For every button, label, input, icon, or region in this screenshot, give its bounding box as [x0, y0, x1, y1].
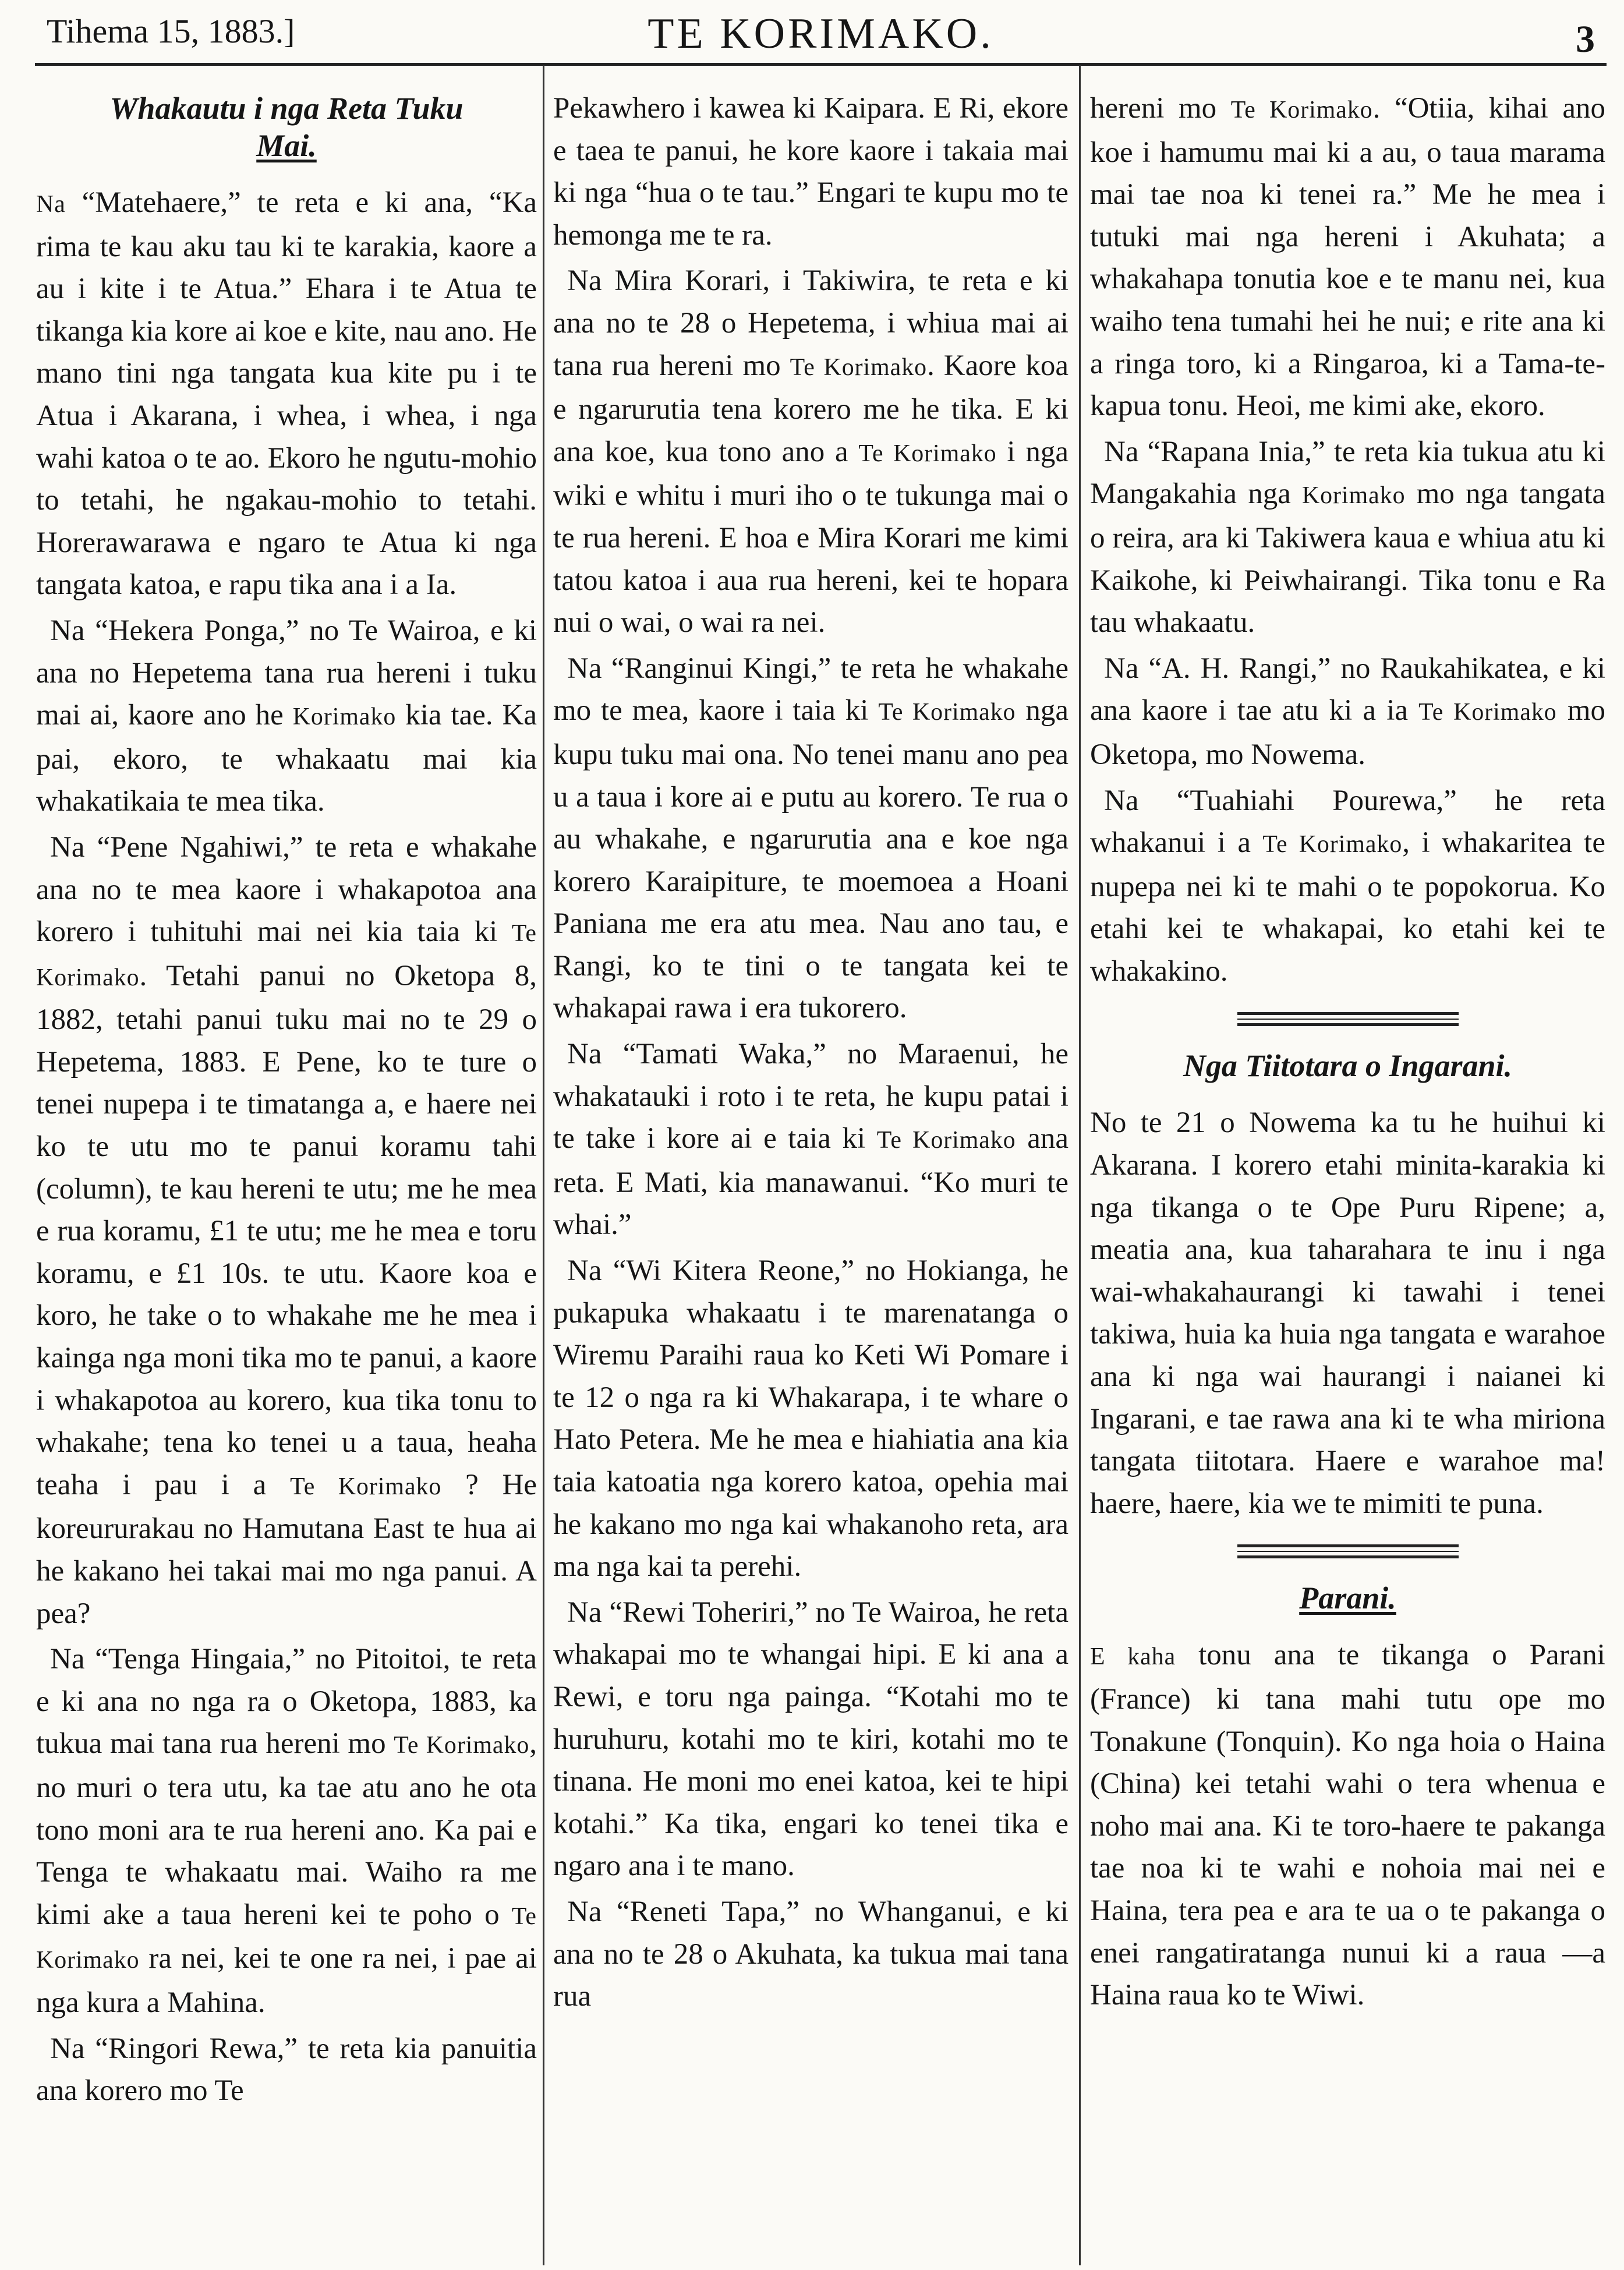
heading-line: Nga Tiitotara o Ingarani.	[1183, 1048, 1513, 1084]
paragraph-text: Na “Reneti Tapa,” no Whanganui, e ki ana no te 28 o Akuhata, ka tukua mai tana rua	[553, 1895, 1068, 2013]
heading-line: Whakautu i nga Reta Tuku	[109, 91, 464, 126]
masthead	[35, 7, 1607, 66]
paragraph-text: hereni mo	[1090, 92, 1217, 125]
article-paragraph	[553, 260, 1068, 643]
paragraph-text: , no muri o tera utu, ka tae atu ano he ota tono moni ara te rua hereni ano. Ka pai e Tenga te whakaatu mai. Waiho ra me kimi ake a taua hereni kei te poho o	[36, 1727, 537, 1931]
paragraph-text: Na “Rapana Inia,” te reta kia tukua atu ki Mangakahia nga	[1090, 435, 1605, 511]
article-paragraph	[553, 648, 1068, 1030]
column-1	[36, 87, 537, 2265]
korimako-name: Te Korimako	[394, 1732, 530, 1759]
paragraph-text: Na “Pene Ngahiwi,” te reta e whakahe ana no te mea kaore i whakapotoa ana korero i tuhituhi mai nei kia taia ki	[36, 830, 537, 949]
korimako-name: Te Korimako	[858, 440, 997, 467]
article-paragraph	[36, 2028, 537, 2112]
paragraph-text: nga kupu tuku mai ona. No tenei manu ano pea u a taua i kore ai e putu au korero. Te rua o au whakahe, e ngarurutia ana e koe nga korero Karaipiture, te moemoea a Hoani Paniana me era atu mea. Nau ano tau, e Rangi, ko te tini o te tangata kei te whakapai rawa i era tukorero.	[553, 694, 1068, 1025]
paragraph-text: ra nei, kei te one ra nei, i pae ai nga kura a Mahina.	[36, 1942, 537, 2019]
korimako-name: Te Korimako	[1262, 831, 1403, 858]
article-paragraph	[1090, 780, 1605, 993]
newspaper-title: TE KORIMAKO.	[648, 10, 994, 58]
paragraph-text: kia tae. Ka pai, ekoro, te whakaatu mai kia whakatikaia te mea tika.	[36, 699, 537, 818]
korimako-name: Te Korimako	[790, 353, 928, 381]
article-paragraph	[553, 87, 1068, 256]
section-heading-replies	[36, 90, 537, 164]
paragraph-text: . Tetahi panui no Oketopa 8, 1882, tetahi panui tuku mai no te 29 o Hepetema, 1883. E Pene, ko te ture o tenei nupepa i te timatanga a, e haere nei ko te utu mo te panui koramu tahi (column), te kau hereni te utu; me he mea e rua koramu, £1 te utu; me he mea e toru koramu, e £1 10s. te utu. Kaore koa e koro, he take o to whakahe me he mea i kainga nga moni tika mo te panui, a kaore i whakapotoa au korero, kua tika tonu to whakahe; tena ko tenei u a taua, heaha teaha i pau i a	[36, 959, 537, 1501]
paragraph-text: Na “Ringori Rewa,” te reta kia panuitia ana korero mo Te	[36, 2032, 537, 2108]
column-divider	[1079, 65, 1081, 2265]
article-paragraph	[1090, 1634, 1605, 2016]
heading-line: Mai.	[256, 128, 317, 163]
article-paragraph	[1090, 431, 1605, 644]
paragraph-text: ? He koreururakau no Hamutana East te hua ai he kakano hei takai mai mo nga panui. A pea?	[36, 1468, 537, 1630]
paragraph-text: tonu ana te tikanga o Parani (France) ki tana mahi tutu ope mo Tonakune (Tonquin). Ko nga hoia o Haina (China) kei tetahi wahi o tera whenua e noho mai ana. Ki te toro-haere te pakanga tae noa ki te wahi e nohoia mai nei e Haina, tera pea e ara te ua o te pakanga o enei rangatiratanga nunui ki a raua —a Haina raua ko te Wiwi.	[1090, 1639, 1605, 2012]
dropcap-word: E kaha	[1090, 1643, 1176, 1671]
korimako-name: Te Korimako	[878, 699, 1016, 726]
article-paragraph	[1090, 1102, 1605, 1525]
paragraph-text: . Kaore koa e ngarurutia tena korero me he tika. E ki ana koe, kua tono ano a	[553, 349, 1068, 468]
section-heading-temperance	[1090, 1047, 1605, 1084]
column-2	[553, 87, 1068, 2265]
korimako-name: Te Korimako	[1230, 97, 1373, 123]
korimako-name: Te Korimako	[1418, 699, 1557, 726]
paragraph-text: Na “A. H. Rangi,” no Raukahikatea, e ki ana kaore i tae atu ki a ia	[1090, 652, 1605, 727]
section-heading-france	[1090, 1579, 1605, 1617]
paragraph-text: Na “Tenga Hingaia,” no Pitoitoi, te reta e ki ana no nga ra o Oketopa, 1883, ka tukua mai tana rua hereni mo	[36, 1643, 537, 1760]
korimako-name: Te Korimako	[36, 920, 537, 991]
article-paragraph	[36, 610, 537, 823]
korimako-name: Korimako	[292, 703, 397, 731]
paragraph-text: Na “Tamati Waka,” no Maraenui, he whakatauki i roto i te reta, he kupu patai i te take i kore ai e taia ki	[553, 1038, 1068, 1155]
korimako-name: Te Korimako	[290, 1473, 442, 1500]
article-paragraph	[1090, 648, 1605, 776]
paragraph-text: Na “Ranginui Kingi,” te reta he whakahe mo te mea, kaore i taia ki	[553, 652, 1068, 727]
korimako-name: Te Korimako	[876, 1127, 1016, 1154]
dropcap-word: Na	[36, 191, 66, 218]
paragraph-text: , i whakaritea te nupepa nei ki te mahi o te popokorua. Ko etahi kei te whakapai, ko etahi kei te whakakino.	[1090, 826, 1605, 988]
article-paragraph	[553, 1592, 1068, 1887]
article-paragraph	[36, 182, 537, 606]
korimako-name: Te Korimako	[36, 1903, 537, 1974]
paragraph-text: Na “Hekera Ponga,” no Te Wairoa, e ki ana no Hepetema tana rua hereni i tuku mai ai, kaore ano he	[36, 614, 537, 732]
paragraph-text: ana reta. E Mati, kia manawanui. “Ko muri te whai.”	[553, 1122, 1068, 1242]
paragraph-text: Pekawhero i kawea ki Kaipara. E Ri, ekore e taea te panui, he kore kaore i takaia mai ki nga “hua o te tau.” Engari te kupu mo te hemonga me te ra.	[553, 92, 1068, 252]
paragraph-text: Na “Wi Kitera Reone,” no Hokianga, he pukapuka whakaatu i te marenatanga o Wiremu Paraihi raua ko Keti Wi Pomare i te 12 o nga ra ki Whakarapa, i te whare o Hato Petera. Me he mea e hiahiatia ana kia taia katoatia nga korero katoa, opehia mai he kakano mo nga kai whakanoho reta, ara ma nga kai ta perehi.	[553, 1254, 1068, 1583]
section-divider-ornament	[1237, 1544, 1459, 1558]
page-number: 3	[1576, 18, 1595, 61]
paragraph-text: . “Otiia, kihai ano koe i hamumu mai ki a au, o taua marama mai tae noa ki tenei ra.” Me he mea i tutuki mai nga hereni i Akuhata; a whakahapa tonutia koe e te manu nei, kua waiho tena tumahi hei he nui; e rite ana ki a ringa toro, ki a Ringaroa, ki a Tama-te-kapua tonu. Heoi, me kimi ake, ekoro.	[1090, 92, 1605, 423]
article-paragraph	[36, 1638, 537, 2024]
paragraph-text: “Matehaere,” te reta e ki ana, “Ka rima te kau aku tau ki te karakia, kaore a au i kite i te Atua.” Ehara i te Atua te tikanga kia kore ai koe e kite, nau ano. He mano tini nga tangata kua kite pu i te Atua i Akarana, i whea, i whea, i nga wahi katoa o te ao. Ekoro he ngutu-mohio to tetahi, he ngakau-mohio to tetahi. Horerawarawa e ngaro te Atua ki nga tangata katoa, e rapu tika ana i a Ia.	[36, 186, 537, 602]
section-divider-ornament	[1237, 1012, 1459, 1026]
paragraph-text: Na Mira Korari, i Takiwira, te reta e ki ana no te 28 o Hepetema, i whiua mai ai tana rua hereni mo	[553, 264, 1068, 382]
paragraph-text: No te 21 o Nowema ka tu he huihui ki Akarana. I korero etahi minita-karakia ki nga tikanga o te Ope Puru Ripene; a, meatia ana, kua taharahara te inu i nga wai-whakahaurangi ki tawahi i tenei takiwa, huia ka huia nga tangata e warahoe ana ki nga wai haurangi i naianei ki Ingarani, e tae rawa ana ki te wha miriona tangata tiitotara. Haere e warahoe ma! haere, haere, kia we te mimiti te puna.	[1090, 1106, 1605, 1520]
article-paragraph	[553, 1250, 1068, 1588]
article-paragraph	[1090, 87, 1605, 427]
paragraph-text: mo nga tangata o reira, ara ki Takiwera kaua e whiua atu ki Kaikohe, ki Peiwhairangi. Tika tonu e Ra tau whakaatu.	[1090, 478, 1605, 639]
paragraph-text: Na “Rewi Toheriri,” no Te Wairoa, he reta whakapai mo te whangai hipi. E ki ana a Rewi, e toru nga painga. “Kotahi mo te huruhuru, kotahi mo te kiri, kotahi mo te tinana. He moni mo enei katoa, kei te hipi kotahi.” Ka tika, engari ko tenei tika e ngaro ana i te mano.	[553, 1596, 1068, 1883]
korimako-name: Korimako	[1301, 482, 1406, 510]
paragraph-text: mo Oketopa, mo Nowema.	[1090, 694, 1605, 771]
column-3	[1090, 87, 1605, 2265]
heading-line: Parani.	[1299, 1580, 1396, 1616]
paragraph-text: i nga wiki e whitu i muri iho o te tukunga mai o te rua hereni. E hoa e Mira Korari me kimi tatou katoa i aua rua hereni, kei te hopara nui o wai, o wai ra nei.	[553, 435, 1068, 639]
paragraph-text: Na “Tuahiahi Pourewa,” he reta whakanui i a	[1090, 784, 1605, 860]
article-paragraph	[36, 826, 537, 1635]
column-divider	[543, 65, 544, 2265]
article-paragraph	[553, 1033, 1068, 1246]
issue-date: Tihema 15, 1883.]	[47, 12, 295, 50]
article-paragraph	[553, 1891, 1068, 2018]
